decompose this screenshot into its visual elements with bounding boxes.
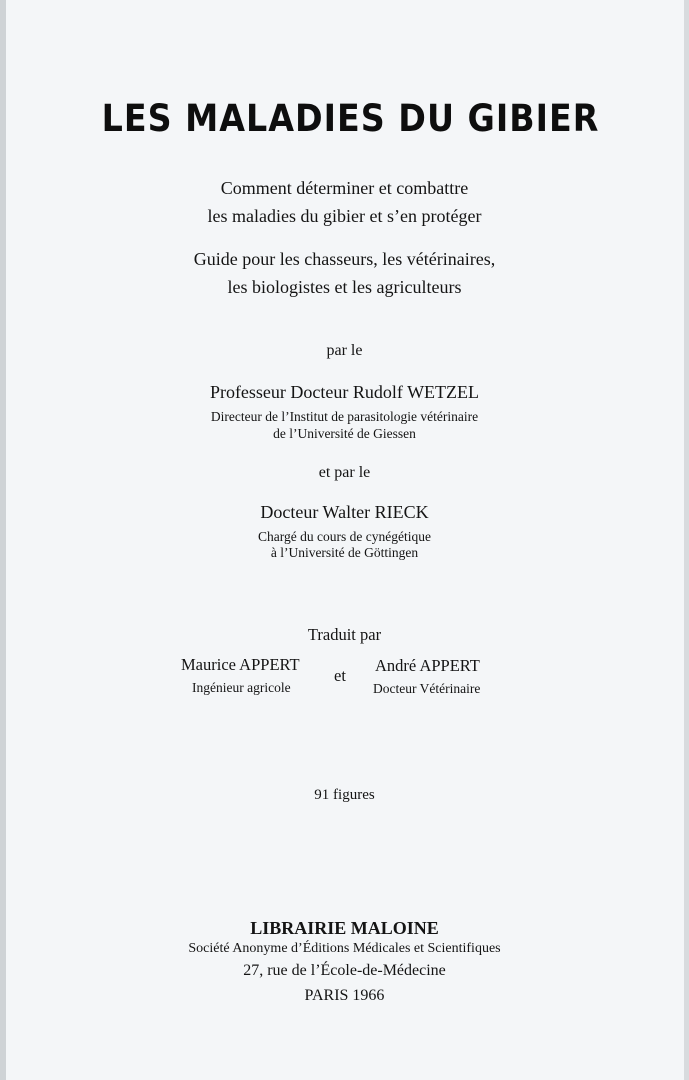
publisher-company: Société Anonyme d’Éditions Médicales et Scientifiques bbox=[188, 941, 501, 956]
translated-by-label: Traduit par bbox=[307, 625, 382, 644]
publisher-name: LIBRAIRIE MALOINE bbox=[250, 918, 439, 938]
translator2-name: André APPERT bbox=[375, 656, 480, 675]
subtitle-line-1: Comment déterminer et combattre bbox=[220, 178, 469, 198]
author1-name: Professeur Docteur Rudolf WETZEL bbox=[209, 382, 480, 402]
publisher-address: 27, rue de l’École-de-Médecine bbox=[243, 962, 446, 979]
translators-conjunction: et bbox=[334, 666, 346, 685]
author1-affiliation-2: de l’Université de Giessen bbox=[273, 426, 416, 441]
translator2-role: Docteur Vétérinaire bbox=[373, 681, 481, 696]
and-by-label: et par le bbox=[318, 464, 371, 481]
author2-affiliation-1: Chargé du cours de cynégétique bbox=[258, 529, 431, 544]
translator1-name: Maurice APPERT bbox=[181, 655, 300, 674]
author2-name: Docteur Walter RIECK bbox=[260, 502, 429, 522]
author1-affiliation-1: Directeur de l’Institut de parasitologie vétérinaire bbox=[210, 409, 479, 424]
publisher-city-year: PARIS 1966 bbox=[304, 987, 385, 1004]
subtitle-line-2: les maladies du gibier et s’en protéger bbox=[207, 206, 482, 226]
figures-count: 91 figures bbox=[314, 787, 375, 803]
by-label: par le bbox=[326, 342, 363, 359]
book-title: LES MALADIES DU GIBIER bbox=[101, 97, 600, 140]
subtitle-line-4: les biologistes et les agriculteurs bbox=[227, 277, 462, 297]
author2-affiliation-2: à l’Université de Göttingen bbox=[270, 545, 419, 560]
translator1-role: Ingénieur agricole bbox=[192, 680, 291, 695]
subtitle-line-3: Guide pour les chasseurs, les vétérinaires, bbox=[193, 249, 496, 269]
